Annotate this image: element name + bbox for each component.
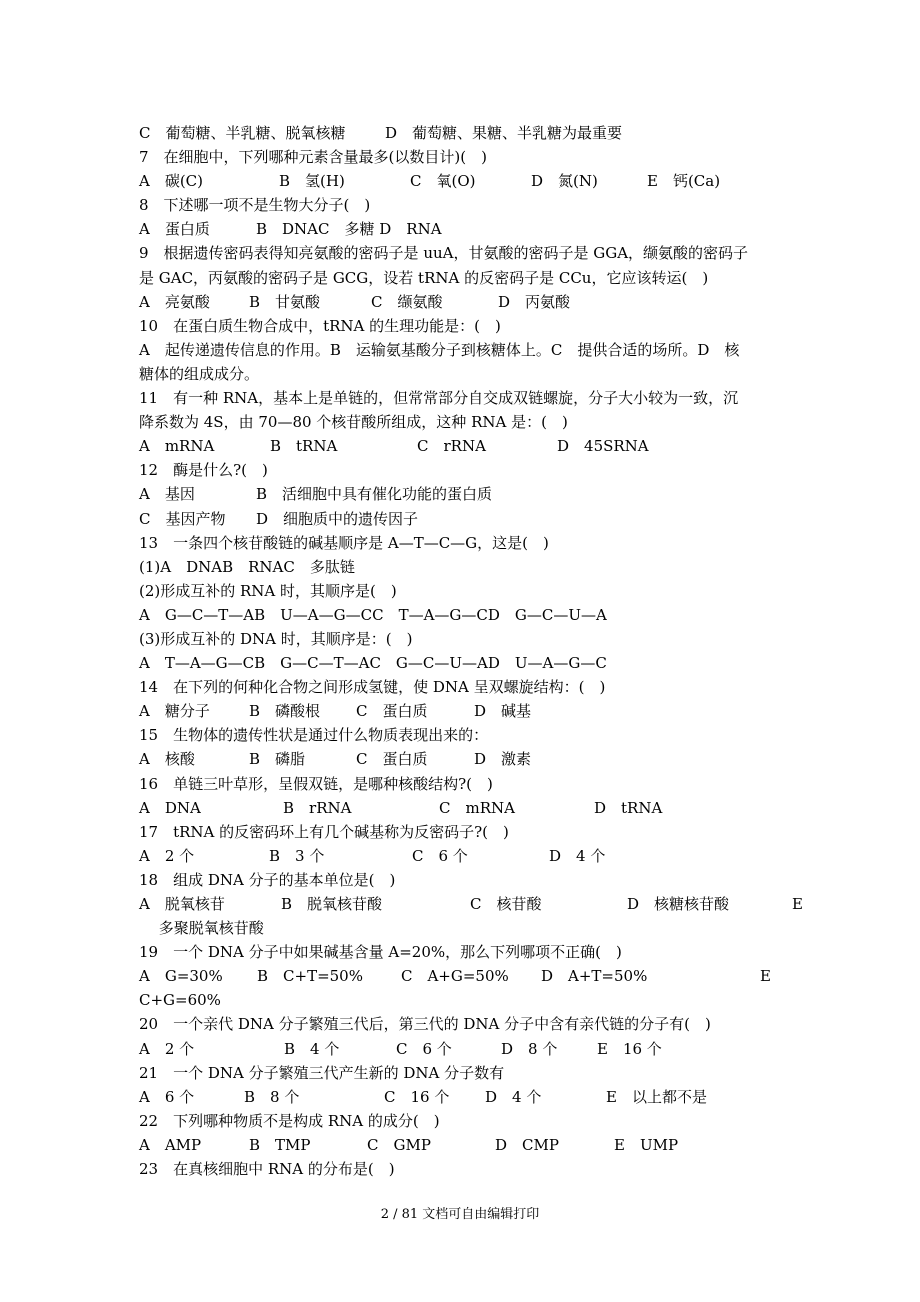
option-text: B 4 个 xyxy=(284,1039,340,1058)
option-text: D tRNA xyxy=(594,798,663,817)
line-text: 8 下述哪一项不是生物大分子( ) xyxy=(139,196,371,215)
option-text: B 甘氨酸 xyxy=(249,292,321,311)
text-line xyxy=(139,699,819,723)
text-line xyxy=(139,940,819,964)
line-text: 14 在下列的何种化合物之间形成氢键，使 DNA 呈双螺旋结构：( ) xyxy=(139,678,606,697)
text-line xyxy=(139,1061,819,1085)
text-line xyxy=(139,217,819,241)
text-line xyxy=(139,820,819,844)
option-text: B 磷脂 xyxy=(249,750,306,769)
option-text: B 活细胞中具有催化功能的蛋白质 xyxy=(256,485,493,504)
option-text: B tRNA xyxy=(270,437,338,456)
text-line xyxy=(139,314,819,338)
text-line xyxy=(139,193,819,217)
line-text: C 基因产物 xyxy=(139,509,226,528)
option-text: D A+T=50% xyxy=(541,967,648,986)
line-text: 16 单链三叶草形，呈假双链，是哪种核酸结构?( ) xyxy=(139,774,493,793)
option-text: B 磷酸根 xyxy=(249,702,321,721)
line-text: 降系数为 4S，由 70—80 个核苷酸所组成，这种 RNA 是：( ) xyxy=(139,413,568,432)
line-text: A T—A—G—CB G—C—T—AC G—C—U—AD U—A—G—C xyxy=(139,654,607,673)
option-text: C rRNA xyxy=(417,437,486,456)
text-line xyxy=(139,627,819,651)
line-text: A DNA xyxy=(139,798,201,817)
question-text-block xyxy=(139,121,819,1181)
option-text: E xyxy=(760,967,771,986)
line-text: C+G=60% xyxy=(139,991,221,1010)
option-text: B DNAC 多糖 D RNA xyxy=(256,220,442,239)
text-line xyxy=(139,1012,819,1036)
text-line xyxy=(139,241,819,265)
line-text: 12 酶是什么?( ) xyxy=(139,461,268,480)
text-line xyxy=(139,121,819,145)
line-text: A 基因 xyxy=(139,485,195,504)
option-text: B 8 个 xyxy=(244,1087,300,1106)
text-line xyxy=(139,1109,819,1133)
option-text: B rRNA xyxy=(283,798,352,817)
line-text: A mRNA xyxy=(139,437,215,456)
line-text: 21 一个 DNA 分子繁殖三代产生新的 DNA 分子数有 xyxy=(139,1063,505,1082)
line-text: 9 根据遗传密码表得知亮氨酸的密码子是 uuA，甘氨酸的密码子是 GGA，缬氨酸的密码子 xyxy=(139,244,749,263)
option-text: D 丙氨酸 xyxy=(498,292,571,311)
option-text: D 8 个 xyxy=(501,1039,558,1058)
text-line xyxy=(139,916,819,940)
option-text: D 4 个 xyxy=(549,846,606,865)
line-text: C 葡萄糖、半乳糖、脱氧核糖 xyxy=(139,124,346,142)
text-line xyxy=(139,386,819,410)
line-text: A 6 个 xyxy=(139,1087,195,1106)
option-text: C 蛋白质 xyxy=(356,750,428,769)
option-text: C mRNA xyxy=(439,798,515,817)
text-line xyxy=(139,531,819,555)
line-text: 7 在细胞中，下列哪种元素含量最多(以数目计)( ) xyxy=(139,148,487,167)
text-line xyxy=(139,723,819,747)
option-text: C 氧(O) xyxy=(410,172,476,191)
text-line xyxy=(139,1133,819,1157)
text-line xyxy=(139,290,819,314)
text-line xyxy=(139,338,819,362)
text-line xyxy=(139,410,819,434)
line-text: 18 组成 DNA 分子的基本单位是( ) xyxy=(139,870,396,889)
option-text: D 45SRNA xyxy=(557,437,649,456)
text-line xyxy=(139,892,819,916)
line-text: A 核酸 xyxy=(139,750,195,769)
option-text: B 3 个 xyxy=(269,846,325,865)
option-text: D 核糖核苷酸 xyxy=(627,895,730,913)
option-text: C 16 个 xyxy=(384,1087,450,1106)
line-text: 17 tRNA 的反密码环上有几个碱基称为反密码子?( ) xyxy=(139,822,509,841)
option-text: D CMP xyxy=(495,1135,559,1154)
line-text: 糖体的组成成分。 xyxy=(139,364,260,383)
line-text: A 起传递遗传信息的作用。B 运输氨基酸分子到核糖体上。C 提供合适的场所。D 核 xyxy=(139,340,740,359)
option-text: E 16 个 xyxy=(597,1039,662,1058)
line-text: A 蛋白质 xyxy=(139,220,210,239)
option-text: E xyxy=(792,895,803,913)
option-text: E 以上都不是 xyxy=(606,1087,707,1106)
text-line xyxy=(139,1037,819,1061)
text-line xyxy=(139,868,819,892)
text-line xyxy=(139,964,819,988)
option-text: C A+G=50% xyxy=(401,967,509,986)
text-line xyxy=(139,747,819,771)
option-text: B TMP xyxy=(249,1135,311,1154)
text-line xyxy=(139,482,819,506)
text-line xyxy=(139,603,819,627)
text-line xyxy=(139,507,819,531)
line-text: 多聚脱氧核苷酸 xyxy=(139,919,264,938)
line-text: 20 一个亲代 DNA 分子繁殖三代后，第三代的 DNA 分子中含有亲代链的分子有( ) xyxy=(139,1015,711,1034)
option-text: C 6 个 xyxy=(412,846,468,865)
option-text: C 6 个 xyxy=(396,1039,452,1058)
option-text: D 氮(N) xyxy=(531,172,598,191)
line-text: 11 有一种 RNA，基本上是单链的，但常常部分自交成双链螺旋，分子大小较为一致，沉 xyxy=(139,389,739,408)
option-text: B C+T=50% xyxy=(257,967,363,986)
text-line xyxy=(139,362,819,386)
text-line xyxy=(139,772,819,796)
text-line xyxy=(139,1157,819,1181)
line-text: A 亮氨酸 xyxy=(139,292,210,311)
text-line xyxy=(139,988,819,1012)
text-line xyxy=(139,1085,819,1109)
line-text: A 碳(C) xyxy=(139,172,204,191)
text-line xyxy=(139,555,819,579)
line-text: A 2 个 xyxy=(139,1039,195,1058)
line-text: 15 生物体的遗传性状是通过什么物质表现出来的： xyxy=(139,726,489,745)
line-text: 23 在真核细胞中 RNA 的分布是( ) xyxy=(139,1160,395,1179)
option-text: B 脱氧核苷酸 xyxy=(281,895,383,913)
line-text: 19 一个 DNA 分子中如果碱基含量 A=20%，那么下列哪项不正确( ) xyxy=(139,943,622,962)
page-footer: 2 / 81 文档可自由编辑打印 xyxy=(380,1207,540,1222)
option-text: C 蛋白质 xyxy=(356,702,428,721)
text-line xyxy=(139,844,819,868)
line-text: A 脱氧核苷 xyxy=(139,895,225,913)
line-text: A AMP xyxy=(139,1135,202,1154)
option-text: C 核苷酸 xyxy=(470,895,542,913)
text-line xyxy=(139,145,819,169)
line-text: (1)A DNAB RNAC 多肽链 xyxy=(139,557,355,576)
line-text: (2)形成互补的 RNA 时，其顺序是( ) xyxy=(139,581,397,600)
option-text: D 细胞质中的遗传因子 xyxy=(256,509,419,528)
text-line xyxy=(139,675,819,699)
option-text: D 葡萄糖、果糖、半乳糖为最重要 xyxy=(385,124,623,142)
line-text: A 2 个 xyxy=(139,846,195,865)
option-text: B 氢(H) xyxy=(279,172,345,191)
option-text: D 碱基 xyxy=(474,702,532,721)
line-text: 22 下列哪种物质不是构成 RNA 的成分( ) xyxy=(139,1111,440,1130)
text-line xyxy=(139,579,819,603)
line-text: A G=30% xyxy=(139,967,223,986)
line-text: 10 在蛋白质生物合成中，tRNA 的生理功能是：( ) xyxy=(139,316,501,335)
option-text: D 激素 xyxy=(474,750,532,769)
line-text: 是 GAC，丙氨酸的密码子是 GCG，设若 tRNA 的反密码子是 CCu，它应该转运( ) xyxy=(139,268,709,287)
line-text: (3)形成互补的 DNA 时，其顺序是：( ) xyxy=(139,629,413,648)
line-text: A G—C—T—AB U—A—G—CC T—A—G—CD G—C—U—A xyxy=(139,605,607,624)
text-line xyxy=(139,266,819,290)
option-text: E 钙(Ca) xyxy=(647,172,721,191)
text-line xyxy=(139,434,819,458)
text-line xyxy=(139,796,819,820)
option-text: C 缬氨酸 xyxy=(371,292,443,311)
option-text: C GMP xyxy=(367,1135,431,1154)
line-text: A 糖分子 xyxy=(139,702,210,721)
option-text: E UMP xyxy=(614,1135,679,1154)
option-text: D 4 个 xyxy=(485,1087,542,1106)
text-line xyxy=(139,169,819,193)
text-line xyxy=(139,651,819,675)
text-line xyxy=(139,458,819,482)
line-text: 13 一条四个核苷酸链的碱基顺序是 A—T—C—G，这是( ) xyxy=(139,533,549,552)
